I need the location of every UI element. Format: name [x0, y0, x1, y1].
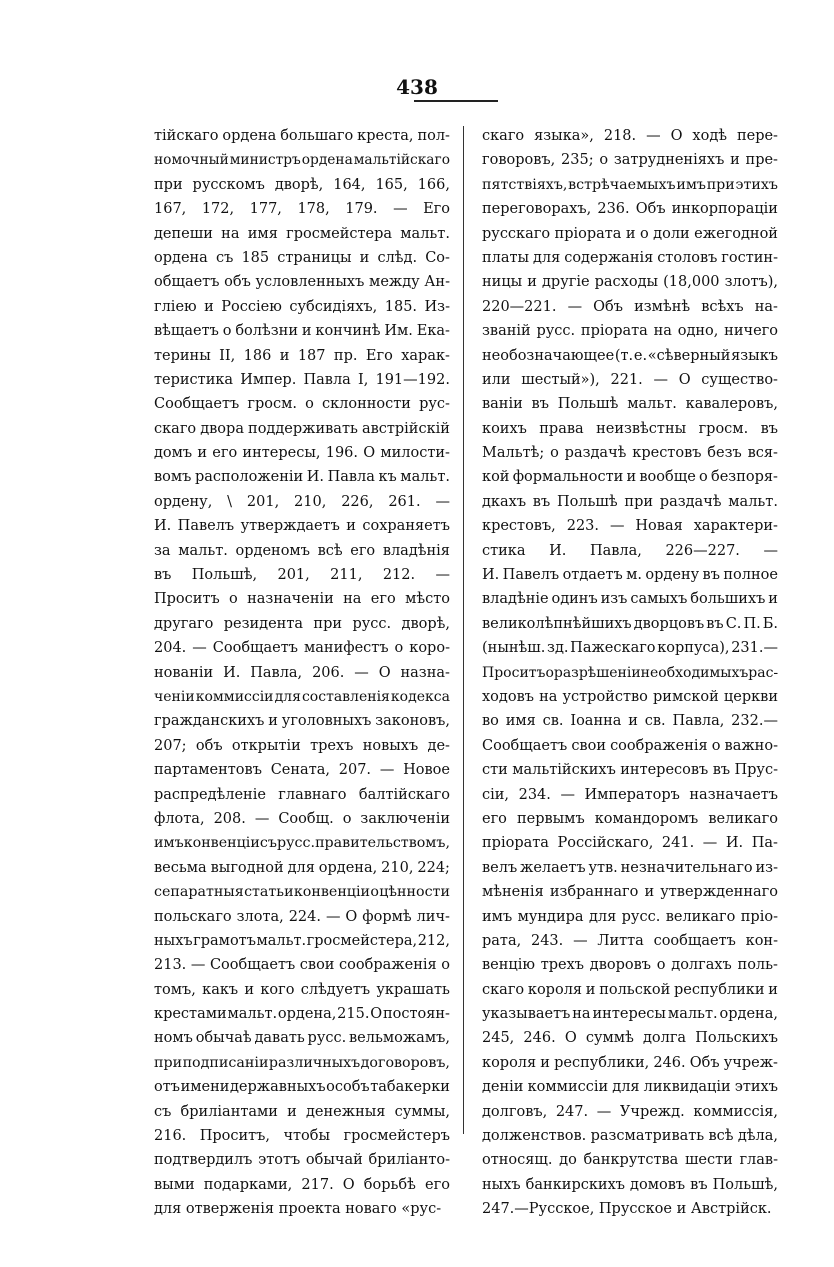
right-column [482, 124, 778, 1222]
text-line: при русскомъ дворѣ, 164, 165, 166, [154, 176, 450, 193]
text-line: теристика Импер. Павла I, 191—192. [154, 371, 450, 388]
text-line: номъ обычаѣ давать русс. вельможамъ, [154, 1030, 450, 1047]
text-line: русскаго пріората и о доли ежегодной [482, 225, 778, 242]
text-line: крестовъ, 223. — Новая характери- [482, 518, 778, 535]
text-line: тійскаго ордена большаго креста, пол- [154, 128, 450, 144]
text-line: кой формальности и вообще о безпоря- [482, 469, 778, 486]
text-line: въ Польшѣ, 201, 211, 212. — [154, 567, 450, 584]
page-number: 438 [396, 75, 438, 99]
text-line: переговорахъ, 236. Объ инкорпораціи [482, 201, 778, 218]
text-line: дкахъ въ Польшѣ при раздачѣ мальт. [482, 493, 778, 510]
text-line: званій русс. пріората на одно, ничего [482, 323, 778, 340]
left-column [154, 124, 450, 1222]
text-line: венцію трехъ дворовъ о долгахъ поль- [482, 957, 778, 974]
text-line: польскаго злота, 224. — О формѣ лич- [154, 908, 450, 925]
text-line: нованіи И. Павла, 206. — О назна- [154, 664, 450, 681]
text-line: съ бриліантами и денежныя суммы, [154, 1103, 450, 1120]
text-line: ордена съ 185 страницы и слѣд. Со- [154, 249, 450, 266]
text-line: весьма выгодной для ордена, 210, 224; [154, 859, 450, 876]
text-line: пріората Россійскаго, 241. — И. Па- [482, 835, 778, 852]
text-line: ваніи въ Польшѣ мальт. кавалеровъ, [482, 396, 778, 413]
text-line: партаментовъ Сената, 207. — Новое [154, 762, 450, 779]
text-line: его первымъ командоромъ великаго [482, 810, 778, 827]
text-line: ченіи коммиссіи для составленія кодекса [154, 688, 450, 705]
text-line: относящ. до банкрутства шести глав- [482, 1152, 778, 1169]
text-line: ницы и другіе расходы (18,000 злотъ), [482, 274, 778, 291]
text-line: деніи коммиссіи для ликвидаціи этихъ [482, 1079, 778, 1096]
text-line: 213. — Сообщаетъ свои соображенія о [154, 957, 450, 974]
text-line: скаго двора поддерживать австрійскій [154, 420, 450, 437]
text-line: пятствіяхъ, встрѣчаемыхъ имъ при этихъ [482, 176, 778, 193]
text-line: рата, 243. — Литта сообщаетъ кон- [482, 932, 778, 949]
text-line: стика И. Павла, 226—227. — [482, 542, 778, 559]
text-line: вѣщаетъ о болѣзни и кончинѣ Им. Ека- [154, 323, 450, 340]
text-line: отъ имени державныхъ особъ табакерки [154, 1079, 450, 1096]
text-line: 204. — Сообщаетъ манифестъ о коро- [154, 640, 450, 657]
text-line: выми подарками, 217. О борьбѣ его [154, 1176, 450, 1193]
column-divider [463, 126, 464, 1134]
text-line: ныхъ банкирскихъ домовъ въ Польшѣ, [482, 1176, 778, 1193]
text-line: коихъ права неизвѣстны гросм. въ [482, 420, 778, 437]
text-line: за мальт. орденомъ всѣ его владѣнія [154, 542, 450, 559]
text-line: Проситъ о назначеніи на его мѣсто [154, 591, 450, 608]
text-line: Сообщаетъ свои соображенія о важно- [482, 737, 778, 754]
text-line: 167, 172, 177, 178, 179. — Его [154, 201, 450, 218]
text-line: Проситъ о разрѣшеніи необходимыхъ рас- [482, 664, 779, 681]
text-line: домъ и его интересы, 196. О милости- [154, 445, 450, 462]
text-line: для отверженія проекта новаго «рус- [154, 1201, 442, 1218]
text-line: скаго короля и польской республики и [482, 981, 778, 998]
text-line: ныхъ грамотъ мальт. гросмейстера, 212, [154, 932, 450, 949]
text-line: (нынѣш. зд. Пажескаго корпуса), 231.— [482, 640, 778, 657]
text-line: Сообщаетъ гросм. о склонности рус- [154, 396, 450, 413]
text-line: гліею и Россіею субсидіяхъ, 185. Из- [154, 298, 450, 315]
text-line: или шестый»), 221. — О существо- [482, 371, 778, 388]
text-line: скаго языка», 218. — О ходѣ пере- [482, 128, 778, 144]
text-line: сіи, 234. — Императоръ назначаетъ [482, 786, 778, 803]
text-line: томъ, какъ и кого слѣдуетъ украшать [154, 981, 450, 998]
text-line: долговъ, 247. — Учрежд. коммиссія, [482, 1103, 778, 1120]
text-line: флота, 208. — Сообщ. о заключеніи [154, 810, 450, 827]
text-line: гражданскихъ и уголовныхъ законовъ, [154, 713, 450, 730]
text-line: 245, 246. О суммѣ долга Польскихъ [482, 1030, 778, 1047]
text-line: подтвердилъ этотъ обычай бриліанто- [154, 1152, 450, 1169]
text-line: И. Павелъ утверждаетъ и сохраняетъ [154, 518, 450, 535]
text-line: ходовъ на устройство римской церкви [482, 688, 778, 705]
text-line: терины II, 186 и 187 пр. Его харак- [154, 347, 450, 364]
text-line: 216. Проситъ, чтобы гросмейстеръ [154, 1128, 450, 1145]
text-line: крестами мальт. ордена, 215. О постоян- [154, 1006, 450, 1023]
text-line: номочный министръ ордена мальтійскаго [154, 152, 450, 169]
text-line: сти мальтійскихъ интересовъ въ Прус- [482, 762, 778, 779]
text-line: мѣненія избраннаго и утвержденнаго [482, 884, 778, 901]
text-line: 247.—Русское, Прусское и Австрійск. [482, 1201, 772, 1218]
text-line: имъ мундира для русс. великаго пріо- [482, 908, 778, 925]
text-line: великолѣпнѣйшихъ дворцовъ въ С. П. Б. [482, 615, 778, 632]
text-line: платы для содержанія столовъ гостин- [482, 249, 778, 266]
text-line: велъ желаетъ утв. незначительнаго из- [482, 859, 778, 876]
text-line: необозначающее (т. е. «сѣверный языкъ [482, 347, 778, 364]
text-line: другаго резидента при русс. дворѣ, [154, 615, 450, 632]
text-line: владѣніе одинъ изъ самыхъ большихъ и [482, 591, 778, 608]
text-line: депеши на имя гросмейстера мальт. [154, 225, 450, 242]
text-line: вомъ расположеніи И. Павла къ мальт. [154, 469, 450, 486]
text-line: имъ конвенціи съ русс. правительствомъ, [154, 835, 450, 852]
header-rule [414, 100, 498, 102]
text-line: говоровъ, 235; о затрудненіяхъ и пре- [482, 152, 778, 169]
text-line: короля и республики, 246. Объ учреж- [482, 1054, 778, 1071]
text-line: долженствов. разсматривать всѣ дѣла, [482, 1128, 778, 1145]
text-line: указываетъ на интересы мальт. ордена, [482, 1006, 778, 1023]
text-line: И. Павелъ отдаетъ м. ордену въ полное [482, 567, 778, 584]
text-line: общаетъ объ условленныхъ между Ан- [154, 274, 450, 291]
text-line: ордену, \ 201, 210, 226, 261. — [154, 493, 450, 510]
text-line: Мальтѣ; о раздачѣ крестовъ безъ вся- [482, 445, 778, 462]
text-line: при подписаніи различныхъ договоровъ, [154, 1054, 450, 1071]
text-line: 220—221. — Объ измѣнѣ всѣхъ на- [482, 298, 778, 315]
text-line: сепаратныя статьи конвенціи о цѣнности [154, 884, 450, 901]
text-line: 207; объ открытіи трехъ новыхъ де- [154, 737, 450, 754]
text-line: распредѣленіе главнаго балтійскаго [154, 786, 450, 803]
text-line: во имя св. Іоанна и св. Павла, 232.— [482, 713, 778, 730]
